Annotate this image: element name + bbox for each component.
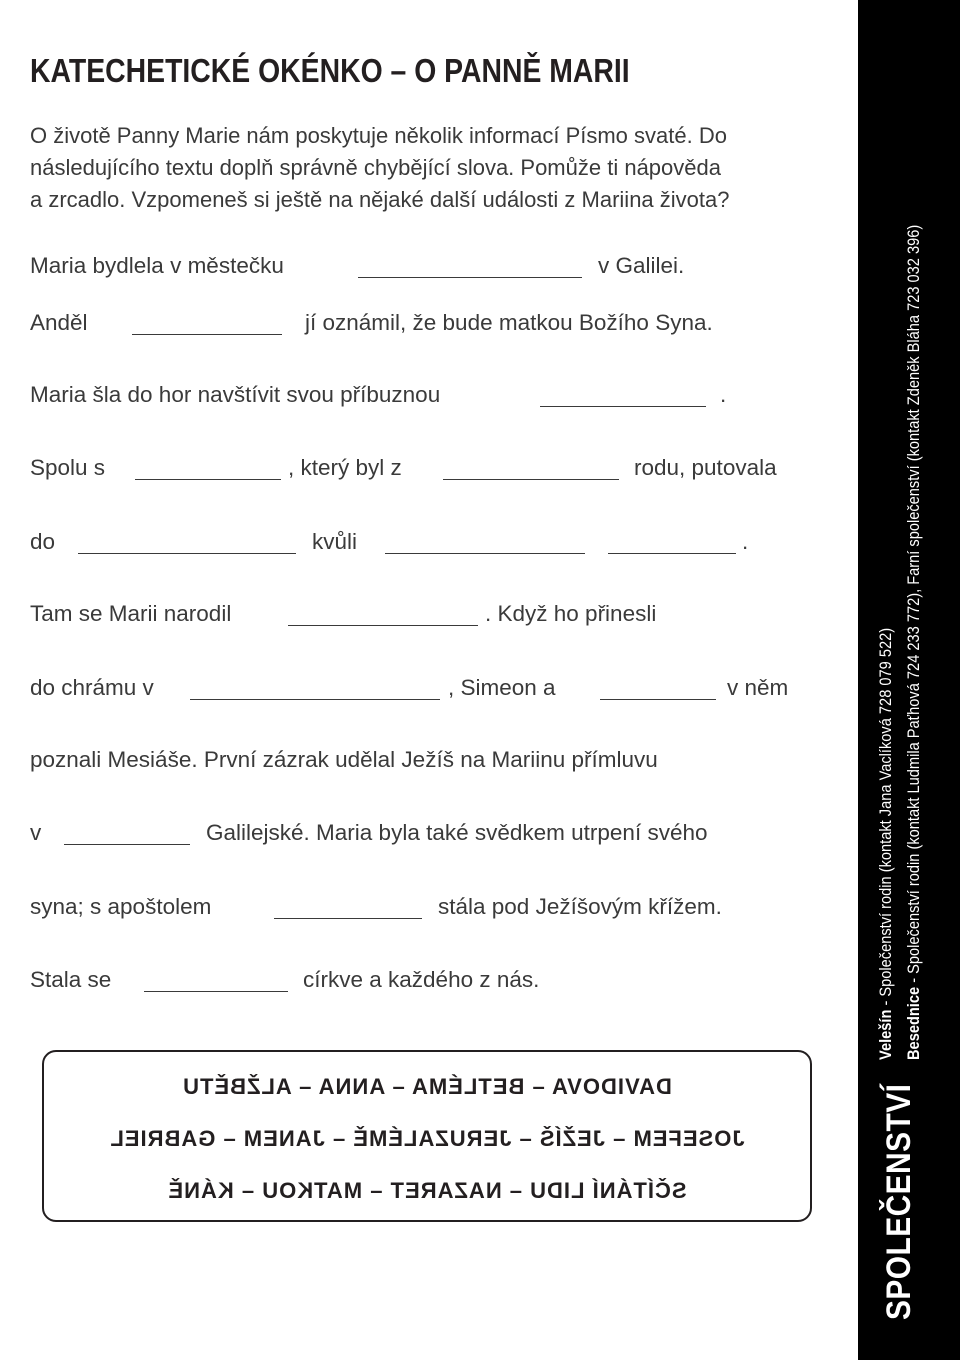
answer-blank[interactable] (190, 699, 440, 700)
answer-blank[interactable] (358, 277, 582, 278)
intro-line: a zrcadlo. Vzpomeneš si ještě na nějaké další události z Mariina života? (30, 187, 730, 212)
answer-blank[interactable] (540, 406, 706, 407)
exercise-line-8 (30, 747, 830, 779)
exercise-text: . Když ho přinesli (485, 601, 657, 626)
answer-blank[interactable] (274, 918, 422, 919)
answer-blank[interactable] (385, 553, 585, 554)
exercise-text: kvůli (312, 529, 358, 554)
page-title: KATECHETICKÉ OKÉNKO – O PANNĚ MARII (30, 52, 630, 89)
answer-blank[interactable] (78, 553, 296, 554)
exercise-line-3 (30, 382, 830, 414)
exercise-text: do chrámu v (30, 675, 154, 700)
sidebar-contact-text: - Společenství rodin (kontakt Jana Vaclíková 728 079 522) (876, 627, 895, 1010)
sidebar-title: SPOLEČENSTVÍ (880, 1083, 918, 1320)
sidebar-contact-text: - Společenství rodin (kontakt Ludmila Paťhová 724 233 772), Farní společenství (kontakt Zdeněk Bláha 723 032 396) (904, 224, 923, 987)
exercise-line-4 (30, 455, 830, 487)
exercise-text: v něm (727, 675, 789, 700)
exercise-line-9 (30, 820, 830, 852)
exercise-text: v Galilei. (598, 253, 685, 278)
intro-line: O životě Panny Marie nám poskytuje několik informací Písmo svaté. Do (30, 123, 727, 148)
sidebar-place-name: Besednice (904, 986, 923, 1060)
exercise-line-11 (30, 967, 830, 999)
exercise-line-6 (30, 601, 830, 633)
exercise-text: Galilejské. Maria byla také svědkem utrpení svého (206, 820, 708, 845)
exercise-text: Anděl (30, 310, 88, 335)
answer-blank[interactable] (132, 334, 282, 335)
exercise-text: Spolu s (30, 455, 106, 480)
answer-blank[interactable] (64, 844, 190, 845)
sidebar-contact-velesin (876, 628, 896, 1060)
exercise-line-2 (30, 310, 830, 342)
answer-blank[interactable] (600, 699, 716, 700)
exercise-text: stála pod Ježíšovým křížem. (438, 894, 722, 919)
sidebar-contact-besednice (904, 225, 924, 1060)
exercise-text: poznali Mesiáše. První zázrak udělal Ježíš na Mariinu přímluvu (30, 747, 658, 772)
mirror-word-box (42, 1050, 812, 1222)
answer-blank[interactable] (443, 479, 619, 480)
exercise-line-10 (30, 894, 830, 926)
intro-line: následujícího textu doplň správně chybějící slova. Pomůže ti nápověda (30, 155, 721, 180)
exercise-text: , který byl z (288, 455, 402, 480)
exercise-text: církve a každého z nás. (303, 967, 540, 992)
exercise-line-7 (30, 675, 830, 707)
exercise-text: syna; s apoštolem (30, 894, 212, 919)
answer-blank[interactable] (608, 553, 736, 554)
mirror-word-row: JOSEFEM – JEŽÍŠ – JERUZALÉMĚ – JANEM – GABRIEL (109, 1126, 745, 1151)
mirror-word-row: SČÍTÁNÍ LIDU – NAZARET – MATKOU – KÁNĚ (167, 1178, 687, 1203)
exercise-line-5 (30, 529, 830, 561)
exercise-text: v (30, 820, 42, 845)
answer-blank[interactable] (135, 479, 281, 480)
sidebar-place-name: Velešín (876, 1009, 895, 1060)
answer-blank[interactable] (288, 625, 478, 626)
exercise-text: Tam se Marii narodil (30, 601, 232, 626)
exercise-text: Maria bydlela v městečku (30, 253, 284, 278)
answer-blank[interactable] (144, 991, 288, 992)
exercise-line-1 (30, 253, 830, 285)
exercise-text: rodu, putovala (634, 455, 777, 480)
exercise-text: Maria šla do hor navštívit svou příbuznou (30, 382, 441, 407)
mirror-word-row: DAVIDOVA – BETLÉMA – ANNA – ALŽBĚTU (182, 1074, 672, 1099)
sidebar-band (858, 0, 960, 1360)
intro-paragraph (30, 120, 850, 216)
exercise-text: Stala se (30, 967, 112, 992)
exercise-text: , Simeon a (448, 675, 556, 700)
exercise-text: jí oznámil, že bude matkou Božího Syna. (305, 310, 713, 335)
exercise-text: . (742, 529, 749, 554)
exercise-text: do (30, 529, 56, 554)
exercise-text: . (720, 382, 727, 407)
sidebar-rotated-content (858, 0, 960, 1360)
